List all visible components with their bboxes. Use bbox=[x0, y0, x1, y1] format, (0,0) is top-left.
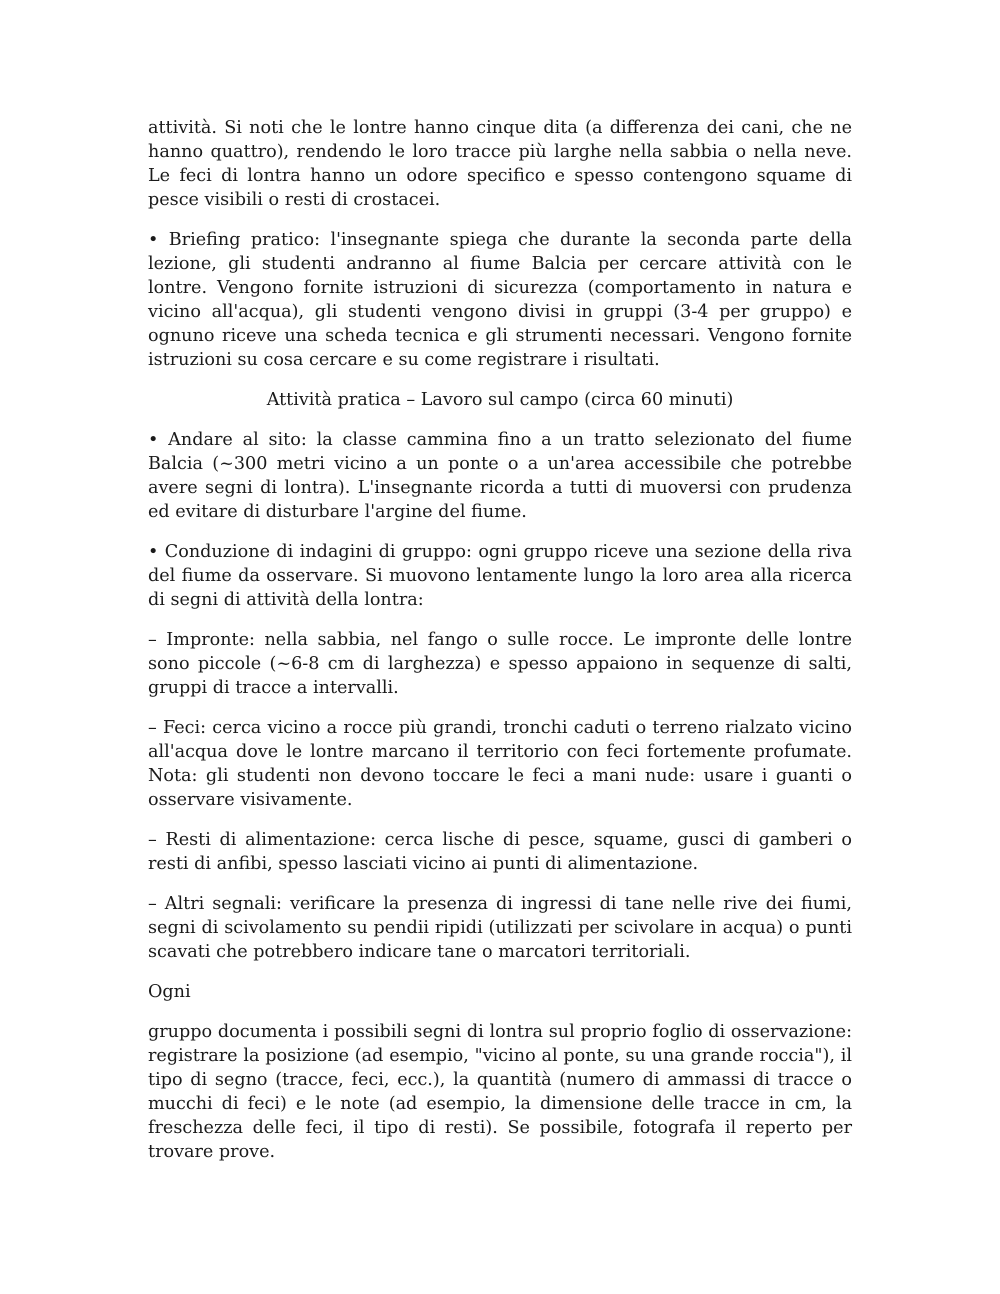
list-item-footprints: – Impronte: nella sabbia, nel fango o sulle rocce. Le impronte delle lontre sono piccole (~6-8 cm di larghezza) e spesso appaiono in sequenze di salti, gruppi di tracce a intervalli. bbox=[148, 630, 852, 698]
section-heading-fieldwork: Attività pratica – Lavoro sul campo (circa 60 minuti) bbox=[266, 390, 734, 410]
list-item-other-signals: – Altri segnali: verificare la presenza di ingressi di tane nelle rive dei fiumi, segni di scivolamento su pendii ripidi (utilizzati per scivolare in acqua) o punti scavati che potrebbero indicare tane o marcatori territoriali. bbox=[148, 894, 852, 962]
paragraph-each: Ogni bbox=[148, 982, 191, 1002]
paragraph-go-to-site: • Andare al sito: la classe cammina fino a un tratto selezionato del fiume Balcia (~300 metri vicino a un ponte o a un'area accessibile che potrebbe avere segni di lontra). L'insegnante ricorda a tutti di muoversi con prudenza ed evitare di disturbare l'argine del fiume. bbox=[148, 430, 852, 522]
list-item-feces: – Feci: cerca vicino a rocce più grandi, tronchi caduti o terreno rialzato vicino all'acqua dove le lontre marcano il territorio con feci fortemente profumate. Nota: gli studenti non devono toccare le feci a mani nude: usare i guanti o osservare visivamente. bbox=[148, 718, 852, 810]
paragraph-group-documentation: gruppo documenta i possibili segni di lontra sul proprio foglio di osservazione: registrare la posizione (ad esempio, "vicino al ponte, su una grande roccia"), il tipo di segno (tracce, feci, ecc.), la quantità (numero di ammassi di tracce o mucchi di feci) e le note (ad esempio, la dimensione delle tracce in cm, la freschezza delle feci, il tipo di resti). Se possibile, fotografa il reperto per trovare prove. bbox=[148, 1022, 852, 1162]
paragraph-group-investigation: • Conduzione di indagini di gruppo: ogni gruppo riceve una sezione della riva del fiume da osservare. Si muovono lentamente lungo la loro area alla ricerca di segni di attività della lontra: bbox=[148, 542, 852, 610]
list-item-feeding-remains: – Resti di alimentazione: cerca lische di pesce, squame, gusci di gamberi o resti di anfibi, spesso lasciati vicino ai punti di alimentazione. bbox=[148, 830, 852, 874]
document-page bbox=[148, 116, 852, 1180]
paragraph-practical-briefing: • Briefing pratico: l'insegnante spiega che durante la seconda parte della lezione, gli studenti andranno al fiume Balcia per cercare attività con le lontre. Vengono fornite istruzioni di sicurezza (comportamento in natura e vicino all'acqua), gli studenti vengono divisi in gruppi (3-4 per gruppo) e ognuno riceve una scheda tecnica e gli strumenti necessari. Vengono fornite istruzioni su cosa cercare e su come registrare i risultati. bbox=[148, 230, 852, 370]
paragraph-otter-signs-intro: attività. Si noti che le lontre hanno cinque dita (a differenza dei cani, che ne hanno quattro), rendendo le loro tracce più larghe nella sabbia o nella neve. Le feci di lontra hanno un odore specifico e spesso contengono squame di pesce visibili o resti di crostacei. bbox=[148, 118, 852, 210]
